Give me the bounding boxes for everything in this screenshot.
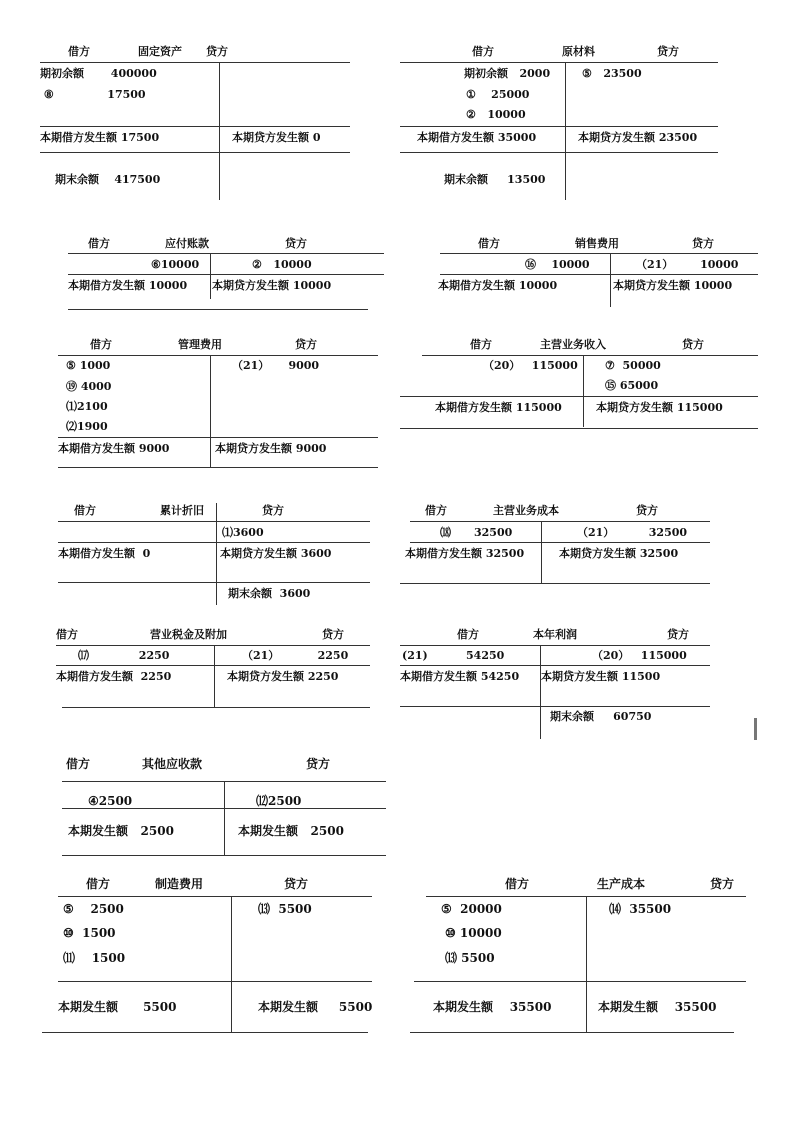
account-name: 主营业务收入 [540, 338, 606, 351]
debit-entry: ⑤ 2500 [63, 902, 124, 916]
totals-rule [400, 396, 758, 397]
credit-total: 本期贷方发生额 10000 [613, 279, 733, 292]
account-top-rule [400, 645, 710, 646]
debit-total: 本期借方发生额 0 [58, 547, 151, 560]
credit-header: 贷方 [206, 45, 228, 58]
debit-header: 借方 [472, 45, 494, 58]
totals-rule [400, 665, 710, 666]
ending-balance: 期末余额 13500 [444, 173, 546, 186]
totals-rule [56, 665, 370, 666]
credit-total: 本期贷方发生额 32500 [559, 547, 679, 560]
debit-header: 借方 [470, 338, 492, 351]
credit-total: 本期贷方发生额 10000 [212, 279, 332, 292]
account-divider [610, 253, 611, 307]
credit-entry: （21） 2250 [242, 649, 349, 662]
debit-total: 本期借方发生额 115000 [435, 401, 562, 414]
debit-entry: 期初余额 2000 [464, 67, 551, 80]
account-top-rule [400, 62, 718, 63]
account-top-rule [40, 62, 350, 63]
account-name: 原材料 [562, 45, 595, 58]
credit-total: 本期发生额 5500 [258, 1000, 373, 1014]
totals-bottom-rule [400, 583, 710, 584]
debit-entry: ⒅ 32500 [440, 526, 513, 539]
credit-header: 贷方 [306, 757, 331, 771]
totals-rule [40, 126, 350, 127]
totals-rule [58, 437, 378, 438]
totals-bottom-rule [410, 1032, 734, 1033]
debit-entry: ⑥10000 [151, 258, 200, 271]
account-divider [210, 253, 211, 299]
debit-header: 借方 [90, 338, 112, 351]
account-divider [586, 896, 587, 1032]
account-divider [541, 521, 542, 583]
debit-entry: ⑵1900 [66, 420, 108, 433]
account-divider [565, 62, 566, 200]
totals-bottom-rule [62, 855, 386, 856]
debit-header: 借方 [457, 628, 479, 641]
credit-total: 本期发生额 2500 [238, 824, 344, 838]
account-divider [214, 645, 215, 707]
credit-entry: ⒁ 35500 [609, 902, 672, 916]
totals-bottom-rule [68, 309, 368, 310]
credit-total: 本期贷方发生额 23500 [578, 131, 698, 144]
debit-header: 借方 [88, 237, 110, 250]
account-top-rule [56, 645, 370, 646]
account-top-rule [440, 253, 758, 254]
debit-entry: ⑲ 4000 [66, 380, 112, 393]
account-divider [210, 355, 211, 467]
debit-header: 借方 [66, 757, 91, 771]
credit-entry: ⑿2500 [256, 794, 302, 808]
credit-header: 贷方 [710, 877, 735, 891]
credit-header: 贷方 [295, 338, 317, 351]
credit-header: 贷方 [682, 338, 704, 351]
account-divider [219, 62, 220, 200]
account-name: 累计折旧 [160, 504, 204, 517]
totals-rule [68, 274, 384, 275]
totals-bottom-rule [58, 467, 378, 468]
credit-header: 贷方 [657, 45, 679, 58]
account-top-rule [58, 896, 372, 897]
debit-entry: ⑤ 20000 [441, 902, 502, 916]
debit-total: 本期借方发生额 54250 [400, 670, 520, 683]
debit-entry: ⑤ 1000 [66, 359, 111, 372]
credit-entry: ⑮ 65000 [605, 379, 659, 392]
totals-rule [410, 542, 710, 543]
scrollbar-thumb[interactable] [754, 718, 757, 740]
credit-entry: （21） 10000 [636, 258, 739, 271]
totals-rule [400, 126, 718, 127]
debit-entry: ⑩ 10000 [445, 926, 502, 940]
credit-header: 贷方 [692, 237, 714, 250]
credit-header: 贷方 [636, 504, 658, 517]
debit-total: 本期借方发生额 9000 [58, 442, 170, 455]
credit-entry: ⑦ 50000 [605, 359, 661, 372]
debit-entry: 期初余额 400000 [40, 67, 157, 80]
credit-header: 贷方 [284, 877, 309, 891]
totals-rule [58, 981, 372, 982]
credit-header: 贷方 [322, 628, 344, 641]
credit-entry: ⑴3600 [222, 526, 264, 539]
debit-entry: ① 25000 [466, 88, 530, 101]
totals-rule [414, 981, 746, 982]
credit-total: 本期贷方发生额 115000 [596, 401, 723, 414]
account-name: 营业税金及附加 [150, 628, 227, 641]
totals-bottom-rule [62, 707, 370, 708]
account-name: 制造费用 [155, 877, 204, 891]
debit-total: 本期借方发生额 2250 [56, 670, 172, 683]
account-name: 固定资产 [138, 45, 182, 58]
credit-total: 本期发生额 35500 [598, 1000, 717, 1014]
debit-total: 本期发生额 35500 [433, 1000, 552, 1014]
debit-total: 本期借方发生额 10000 [68, 279, 188, 292]
credit-entry: ⑤ 23500 [582, 67, 642, 80]
debit-entry: ④2500 [88, 794, 133, 808]
debit-entry: （20） 115000 [483, 359, 578, 372]
credit-entry: （21） 32500 [577, 526, 688, 539]
account-divider [540, 645, 541, 739]
debit-total: 本期发生额 5500 [58, 1000, 177, 1014]
credit-total: 本期贷方发生额 2250 [227, 670, 339, 683]
credit-entry: （21） 9000 [232, 359, 320, 372]
debit-header: 借方 [478, 237, 500, 250]
account-top-rule [58, 521, 370, 522]
credit-total: 本期贷方发生额 9000 [215, 442, 327, 455]
debit-header: 借方 [425, 504, 447, 517]
account-divider [224, 781, 225, 855]
debit-total: 本期借方发生额 10000 [438, 279, 558, 292]
debit-entry: (21) 54250 [402, 649, 505, 662]
account-name: 主营业务成本 [493, 504, 559, 517]
totals-bottom-rule [40, 152, 350, 153]
account-divider [583, 355, 584, 427]
ending-balance: 期末余额 417500 [55, 173, 161, 186]
debit-header: 借方 [86, 877, 111, 891]
totals-bottom-rule [400, 152, 718, 153]
debit-entry: ⑯ 10000 [525, 258, 590, 271]
debit-entry: ⑾ 1500 [63, 951, 126, 965]
debit-entry: ⑴2100 [66, 400, 108, 413]
debit-header: 借方 [74, 504, 96, 517]
credit-header: 贷方 [262, 504, 284, 517]
totals-bottom-rule [58, 582, 370, 583]
account-name: 本年利润 [533, 628, 577, 641]
debit-total: 本期借方发生额 32500 [405, 547, 525, 560]
credit-entry: ② 10000 [252, 258, 312, 271]
debit-entry: ⑧ 17500 [40, 88, 146, 101]
debit-total: 本期发生额 2500 [68, 824, 174, 838]
account-divider [216, 503, 217, 605]
debit-total: 本期借方发生额 35000 [417, 131, 537, 144]
account-top-rule [410, 521, 710, 522]
totals-rule [440, 274, 758, 275]
account-divider [231, 896, 232, 1032]
account-name: 生产成本 [597, 877, 646, 891]
ending-balance: 期末余额 3600 [228, 587, 311, 600]
account-top-rule [58, 355, 378, 356]
account-top-rule [68, 253, 384, 254]
credit-entry: （20） 115000 [592, 649, 687, 662]
debit-entry: ⑩ 1500 [63, 926, 116, 940]
account-name: 应付账款 [165, 237, 209, 250]
credit-total: 本期贷方发生额 11500 [541, 670, 661, 683]
credit-total: 本期贷方发生额 0 [232, 131, 321, 144]
account-name: 管理费用 [178, 338, 222, 351]
credit-entry: ⒀ 5500 [258, 902, 312, 916]
debit-entry: ② 10000 [466, 108, 526, 121]
account-top-rule [422, 355, 758, 356]
totals-rule [62, 808, 386, 809]
totals-bottom-rule [400, 706, 710, 707]
debit-header: 借方 [56, 628, 78, 641]
debit-header: 借方 [68, 45, 90, 58]
account-name: 其他应收款 [142, 757, 203, 771]
debit-header: 借方 [505, 877, 530, 891]
debit-entry: ⒄ 2250 [78, 649, 170, 662]
debit-entry: ⒀ 5500 [445, 951, 495, 965]
totals-rule [58, 542, 370, 543]
credit-header: 贷方 [285, 237, 307, 250]
debit-total: 本期借方发生额 17500 [40, 131, 160, 144]
ending-balance: 期末余额 60750 [550, 710, 652, 723]
totals-bottom-rule [42, 1032, 368, 1033]
credit-header: 贷方 [667, 628, 689, 641]
totals-bottom-rule [400, 428, 758, 429]
account-name: 销售费用 [575, 237, 619, 250]
credit-total: 本期贷方发生额 3600 [220, 547, 332, 560]
